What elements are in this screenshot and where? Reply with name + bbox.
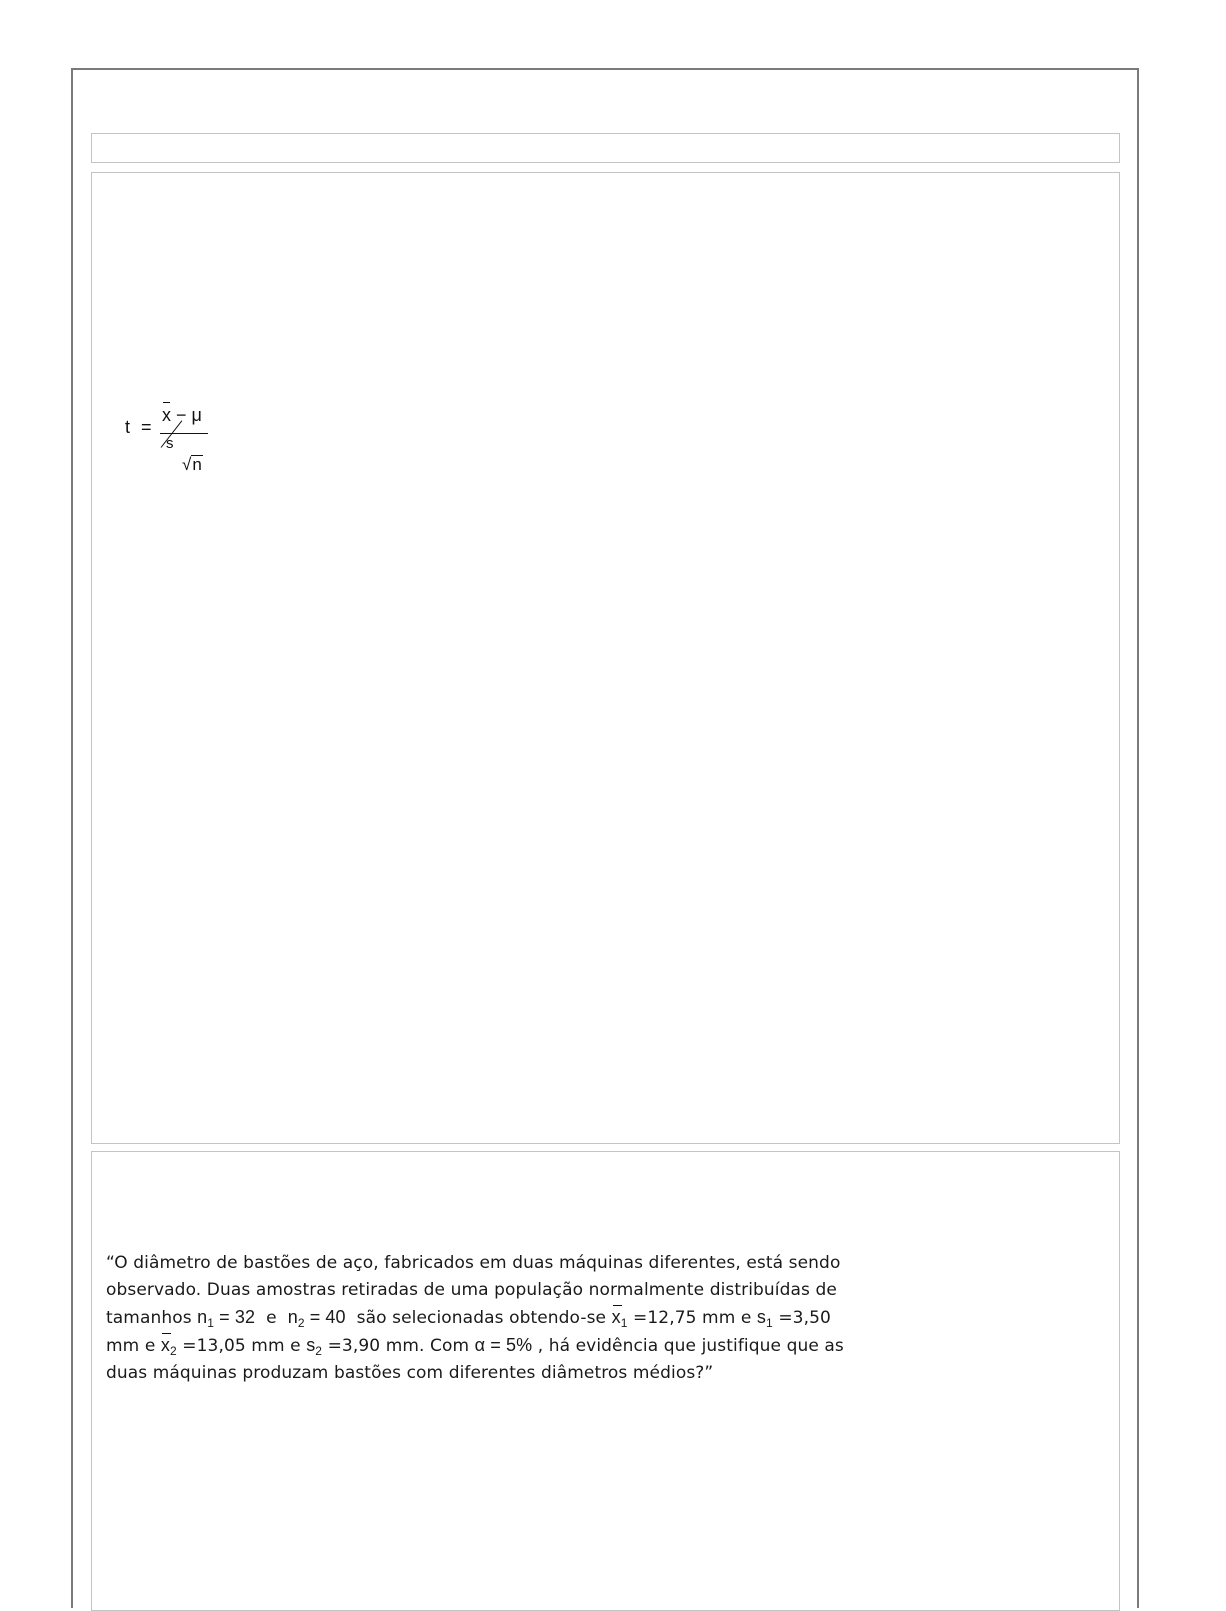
alpha-expression: α = 5%: [474, 1335, 533, 1355]
formula-numerator: [162, 405, 202, 426]
text-segment: e: [255, 1308, 288, 1328]
s1-value: =3,50: [772, 1308, 831, 1328]
n2-symbol: n: [287, 1307, 298, 1327]
x2-subscript: 2: [170, 1344, 177, 1358]
n1-expression: [197, 1307, 256, 1330]
question-line-1: “O diâmetro de bastões de aço, fabricados em duas máquinas diferentes, está sendo: [106, 1253, 841, 1273]
text-segment: mm e: [106, 1336, 161, 1356]
question-text: [106, 1250, 1016, 1387]
n2-subscript: 2: [297, 1316, 305, 1330]
fraction-bar: [160, 433, 208, 434]
formula-n: n: [192, 455, 202, 474]
text-segment: tamanhos: [106, 1308, 198, 1328]
n1-value: = 32: [214, 1307, 256, 1327]
text-segment: mm. Com: [380, 1336, 475, 1356]
s2-expression: [306, 1335, 323, 1358]
n2-expression: [287, 1307, 346, 1330]
s2-subscript: 2: [315, 1344, 323, 1358]
formula-equals: =: [141, 417, 152, 437]
x2-symbol: x: [161, 1332, 170, 1359]
header-box: [91, 133, 1120, 163]
x1-subscript: 1: [620, 1316, 628, 1330]
formula-t: t: [125, 417, 131, 437]
text-segment: mm e: [696, 1308, 757, 1328]
s2-value: =3,90: [322, 1336, 381, 1356]
text-segment: são selecionadas obtendo-se: [345, 1308, 612, 1328]
question-line-3: [106, 1304, 1016, 1332]
x1-symbol: x: [612, 1304, 621, 1331]
n1-symbol: n: [197, 1307, 208, 1327]
s1-symbol: s: [756, 1307, 767, 1327]
formula-s: s: [166, 435, 174, 452]
n1-subscript: 1: [207, 1316, 215, 1330]
formula-xbar: x: [162, 405, 171, 425]
text-segment: , há evidência que justifique que as: [532, 1336, 844, 1356]
question-line-2: observado. Duas amostras retiradas de uma população normalmente distribuídas de: [106, 1280, 837, 1300]
s2-symbol: s: [306, 1335, 316, 1355]
s1-subscript: 1: [766, 1316, 773, 1330]
question-line-4: [106, 1332, 1016, 1360]
formula-minus-mu: − μ: [171, 405, 202, 425]
n2-value: = 40: [304, 1307, 346, 1327]
x2-expression: [160, 1335, 177, 1358]
x2-value: =13,05: [176, 1336, 246, 1356]
formula-panel: [91, 172, 1120, 1144]
s1-expression: [756, 1307, 773, 1330]
x1-value: =12,75: [627, 1308, 697, 1328]
x1-expression: [611, 1307, 628, 1330]
formula-sqrt-n: √n: [182, 455, 202, 474]
question-line-5: duas máquinas produzam bastões com diferentes diâmetros médios?”: [106, 1363, 714, 1383]
text-segment: mm e: [245, 1336, 307, 1356]
